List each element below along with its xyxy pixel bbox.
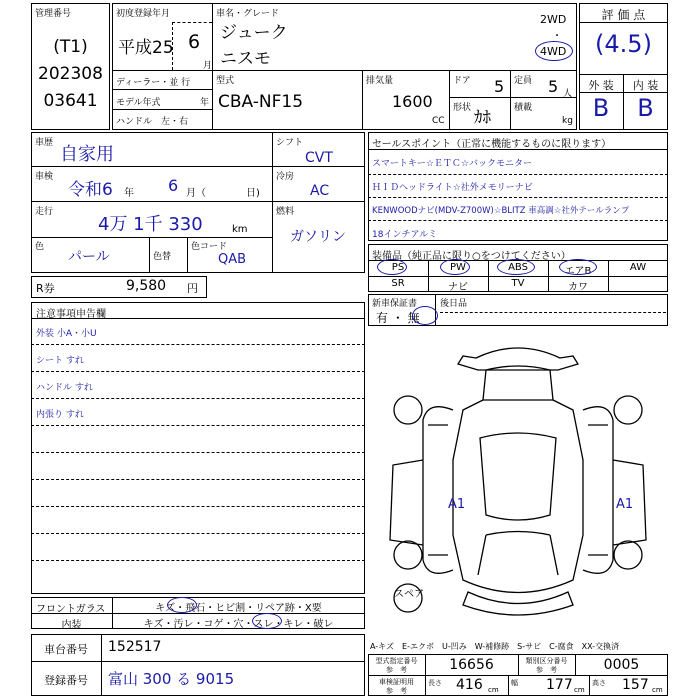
inspection-era: 令和6: [68, 180, 113, 200]
eval-label: 評 価 点: [601, 8, 646, 22]
first-reg-era: 平成25: [118, 38, 174, 58]
type-label: 型式: [216, 76, 235, 86]
mileage-value: 4万 1千 330: [98, 214, 203, 235]
usage-label: 車歴: [35, 138, 54, 148]
4wd-label: 4WD: [540, 45, 567, 58]
front-glass-label: フロントガラス: [36, 604, 106, 615]
width-unit: cm: [574, 686, 585, 694]
interior-cond-value: キズ・汚レ・コゲ・穴・スレ・キレ・破レ: [143, 619, 334, 630]
capacity-unit: 人: [563, 89, 573, 99]
cert-label: 車検証明用: [379, 678, 414, 686]
damage-mark-left: A1: [448, 497, 466, 512]
yen-unit: 円: [187, 282, 198, 295]
chassis-label: 車台番号: [44, 643, 88, 656]
height-unit: cm: [652, 686, 663, 694]
note-line-1: 外装 小A・小U: [36, 329, 97, 339]
grade: ニスモ: [220, 49, 271, 69]
first-reg-label: 初度登録年月: [116, 9, 171, 19]
selling-title: セールスポイント（正常に機能するものに限ります）: [372, 139, 612, 150]
equip-aw: AW: [629, 262, 647, 273]
capacity-label: 定員: [514, 76, 533, 86]
later-items-label: 後日品: [440, 299, 468, 309]
usage-value: 自家用: [60, 144, 114, 165]
equip-pw: PW: [450, 262, 466, 273]
length-value: 416: [456, 677, 483, 693]
chip-circle: [167, 597, 197, 613]
category-label: 類別区分番号: [525, 657, 568, 665]
handle-label: ハンドル 左・右: [116, 117, 189, 127]
type-value: CBA-NF15: [218, 92, 304, 112]
category-value: 0005: [603, 657, 640, 673]
exterior-label: 外 装: [588, 79, 614, 92]
fuel-value: ガソリン: [290, 229, 346, 245]
shift-value: CVT: [305, 150, 333, 166]
equip-navi: ナビ: [448, 282, 468, 293]
interior-grade: B: [637, 94, 654, 122]
equipment-title: 装備品（純正品に限り○をつけてください）: [372, 251, 571, 262]
length-label: 長さ: [428, 679, 442, 687]
model-year-unit: 年: [200, 98, 210, 108]
height-label: 高さ: [592, 679, 606, 687]
displacement-value: 1600: [392, 92, 433, 111]
ref-label-1: 参 考: [386, 666, 407, 674]
abs-circle: [497, 259, 535, 275]
selling-line-1: スマートキー☆ＥＴＣ☆バックモニター: [372, 159, 532, 169]
chassis-value: 152517: [108, 639, 162, 655]
2wd-label: 2WD: [540, 13, 567, 26]
exterior-grade: B: [592, 94, 610, 122]
equip-tv: TV: [511, 278, 525, 289]
mileage-label: 走行: [35, 207, 54, 217]
4wd-circle: [535, 41, 573, 61]
reg-value: 富山 300 る 9015: [108, 670, 235, 688]
equip-sr: SR: [391, 278, 405, 289]
interior-cond-label: 内装: [61, 620, 82, 631]
damage-mark-right: A1: [616, 497, 634, 512]
eval-score: (4.5): [595, 30, 652, 58]
management-no-label: 管理番号: [35, 9, 72, 19]
car-name: ジューク: [220, 23, 288, 43]
recycle-label: R券: [36, 282, 55, 295]
wd-separator: ・: [552, 31, 562, 42]
notes-title: 注意事項申告欄: [36, 309, 106, 320]
cc-unit: CC: [432, 116, 445, 126]
pw-circle: [440, 259, 470, 275]
doors-value: 5: [494, 77, 505, 96]
note-line-3: ハンドル すれ: [36, 383, 93, 393]
note-line-4: 内張り すれ: [36, 410, 84, 420]
interior-label: 内 装: [632, 79, 659, 92]
cooler-label: 冷房: [276, 172, 295, 182]
model-year-label: モデル年式: [116, 98, 161, 108]
equip-airbag: エアB: [564, 266, 592, 277]
equip-ps: PS: [391, 262, 405, 273]
selling-line-2: ＨＩＤヘッドライト☆社外メモリーナビ: [372, 183, 533, 193]
length-unit: cm: [488, 686, 499, 694]
color-label: 色: [35, 242, 45, 252]
color-code-label: 色コード: [191, 242, 228, 252]
type-designation-label: 型式指定番号: [375, 657, 418, 665]
selling-line-4: 18インチアルミ: [372, 230, 438, 240]
height-value: 157: [622, 677, 649, 693]
warranty-label: 新車保証書: [372, 299, 418, 309]
color-value: パール: [68, 249, 110, 265]
width-label: 幅: [511, 679, 518, 687]
width-value: 177: [546, 677, 573, 693]
inspection-day-unit: 日): [246, 188, 260, 199]
repaint-label: 色替: [153, 252, 172, 262]
shift-label: シフト: [276, 138, 304, 148]
capacity-value: 5: [548, 77, 559, 96]
equip-abs: ABS: [508, 262, 528, 273]
doors-label: ドア: [453, 76, 471, 86]
inspection-month-unit: 月（: [186, 188, 206, 199]
ps-circle: [377, 259, 407, 275]
reg-label: 登録番号: [44, 674, 88, 687]
selling-line-3: KENWOODナビ(MDV-Z700W)☆BLITZ 車高調☆社外テールランプ: [372, 206, 630, 216]
equip-leather: カワ: [568, 282, 588, 293]
warranty-value: 有 ・ 無: [376, 311, 420, 325]
inspection-label: 車検: [35, 172, 54, 182]
wear-circle: [252, 613, 282, 629]
inspection-month: 6: [168, 176, 179, 195]
inspection-year-unit: 年: [124, 188, 134, 199]
notes-box: [31, 302, 365, 594]
load-label: 積載: [514, 103, 533, 113]
displacement-label: 排気量: [366, 76, 394, 86]
recycle-value: 9,580: [126, 278, 167, 294]
management-no: (T1) 202308 03641: [38, 37, 103, 111]
color-code-value: QAB: [218, 252, 247, 267]
airbag-circle: [559, 259, 597, 275]
fuel-label: 燃料: [276, 207, 295, 217]
dealer-label: ディーラー・並 行: [116, 78, 191, 88]
shape-value: ｶﾎ: [474, 108, 491, 128]
ref-label-2: 参 考: [536, 666, 557, 674]
type-designation-value: 16656: [449, 657, 494, 673]
warranty-none-circle: [412, 306, 438, 325]
first-reg-month: 6: [188, 31, 201, 53]
car-name-label: 車名・グレード: [216, 9, 280, 19]
spare-label: スペア: [394, 589, 424, 600]
kg-unit: kg: [562, 116, 573, 126]
cooler-value: AC: [310, 183, 330, 199]
ref-label-3: 参 考: [386, 687, 407, 695]
shape-label: 形状: [453, 103, 472, 113]
month-unit: 月: [203, 61, 213, 71]
recycle-box: [31, 276, 207, 298]
km-unit: km: [232, 224, 248, 235]
note-line-2: シート すれ: [36, 356, 84, 366]
damage-legend: A-キズ E-エクボ U-凹み W-補修跡 S-サビ C-腐食 XX-交換済: [370, 642, 620, 651]
front-glass-value: キズ・飛石・ヒビ割・リペア跡・X要: [155, 603, 322, 614]
